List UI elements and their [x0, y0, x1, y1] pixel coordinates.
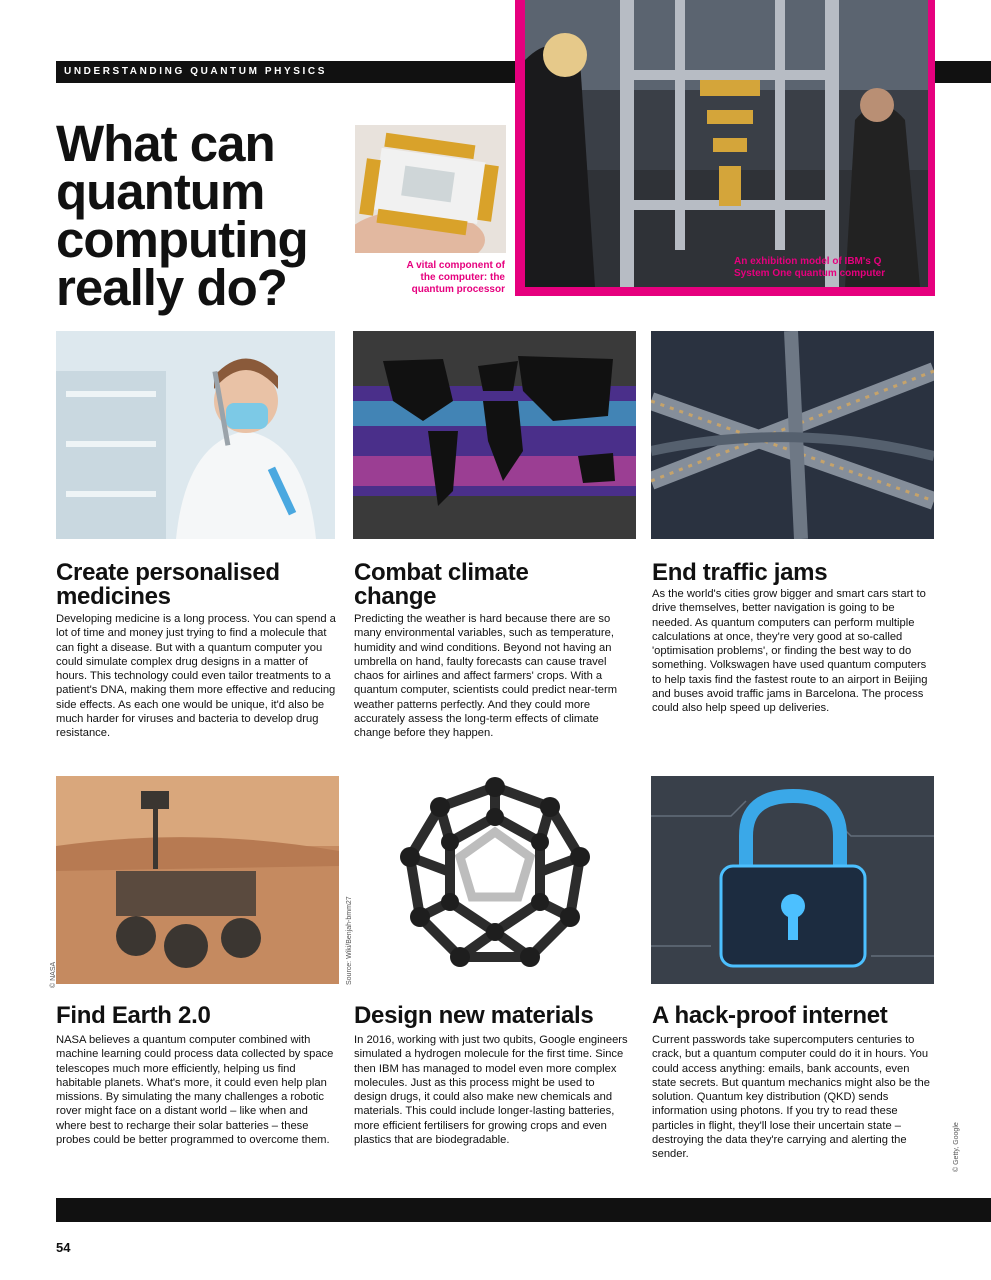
traffic-photo: [651, 331, 934, 539]
mars-rover-photo: [56, 776, 339, 984]
card-title-medicines: Create personalised medicines: [56, 559, 280, 610]
scientist-photo: [56, 331, 335, 539]
card-title-internet: A hack-proof internet: [652, 1002, 888, 1029]
section-label: UNDERSTANDING QUANTUM PHYSICS: [64, 66, 327, 77]
card-title-earth: Find Earth 2.0: [56, 1002, 211, 1029]
card-title-traffic: End traffic jams: [652, 559, 828, 586]
credit-wiki: Source: Wiki/Benjah-bmm27: [346, 896, 353, 985]
card-body-internet: Current passwords take supercomputers centuries to crack, but a quantum computer could do it in hours. You could access anything: emails, bank accounts, even state secrets. But quantum mechanics might also be the solution. Quantum key distribution (QKD) sends information using photons. If you try to read these particles in flight, they'll lose their uncertain state – destroying the data they're carrying and alerting the sender.: [652, 1034, 930, 1161]
card-body-earth: NASA believes a quantum computer combined with machine learning could process data collected by space telescopes much more efficiently, helping us find habitable planets. What's more, it could even help plan missions. By simulating the many challenges a robotic rover might face on a distant world – like when and where best to recharge their solar batteries – these probes could be better programmed to overcome them.: [56, 1034, 334, 1147]
card-title-materials: Design new materials: [354, 1002, 594, 1029]
credit-nasa: © NASA: [50, 961, 57, 988]
card-body-medicines: Developing medicine is a long process. You can spend a lot of time and money just trying to find a molecule that can fight a disease. But with a quantum computer you could simulate complex drug designs in a matter of hours. This technology could even tailor treatments to a patient's DNA, making them more effective and reducing side effects. As each one would be unique, it'd also be much harder for viruses and bacteria to develop drug resistance.: [56, 613, 336, 740]
card-body-materials: In 2016, working with just two qubits, Google engineers simulated a hydrogen molecule for the first time. Since then IBM has managed to model even more complex molecules. Just as this process might be used to design drugs, it could also make new chemicals and materials. This could include longer-lasting batteries, more efficient fertilisers for growing crops and even plastics that are biodegradable.: [354, 1034, 628, 1147]
climate-map-photo: [353, 331, 636, 539]
footer-bar: [56, 1198, 991, 1222]
page-headline: What can quantum computing really do?: [56, 115, 308, 316]
credit-getty: © Getty, Google: [953, 1122, 960, 1172]
quantum-processor-photo: [355, 125, 506, 253]
card-body-traffic: As the world's cities grow bigger and smart cars start to drive themselves, better navigation is going to be needed. As quantum computers can perform multiple calculations at once, they're very good at so-called 'optimisation problems', or finding the best way to do something. Volkswagen have used quantum computers to help taxis find the fastest route to an airport in Beijing and buses avoid traffic jams in Barcelona. The process could also help speed up deliveries.: [652, 588, 928, 715]
fullerene-molecule-image: [390, 772, 600, 982]
ibm-q-system-photo: [525, 0, 928, 287]
processor-caption: A vital component of the computer: the quantum processor: [406, 260, 505, 295]
padlock-circuit-photo: [651, 776, 934, 984]
page-number: 54: [56, 1240, 71, 1255]
card-body-climate: Predicting the weather is hard because there are so many environmental variables, such as temperature, humidity and wind conditions. Beyond not having an umbrella on hand, faulty forecasts can cause travel chaos for airlines and affect farmers' crops. With a quantum computer, scientists could predict near-term weather patterns perfectly. And they could more accurately assess the long-term effects of climate change before they happen.: [354, 613, 618, 740]
card-title-climate: Combat climate change: [354, 559, 529, 610]
ibm-caption: An exhibition model of IBM's Q System One quantum computer: [734, 256, 886, 279]
